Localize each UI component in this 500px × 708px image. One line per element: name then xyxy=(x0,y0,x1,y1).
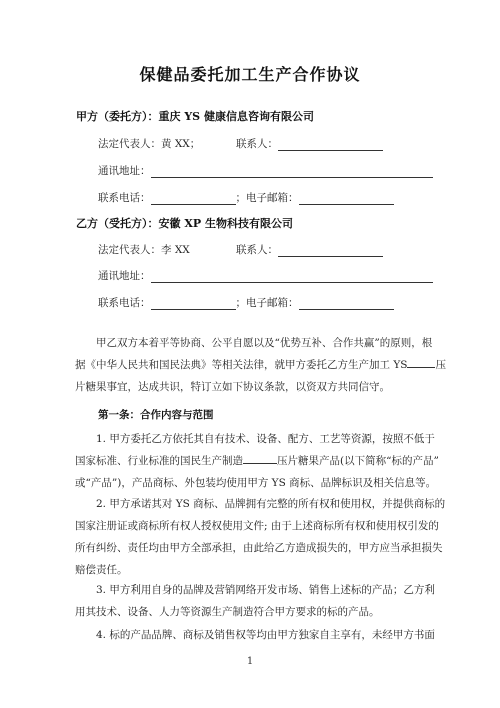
clause-1-line-2 xyxy=(75,450,439,472)
party-b-phone-blank xyxy=(151,298,236,310)
party-b-phone-row xyxy=(98,295,394,310)
product-name-blank-2 xyxy=(243,452,277,464)
clause-2-line-2: 国家注册证或商标所有权人授权使用文件; 由于上述商标所有权和使用权引发的 xyxy=(75,520,439,532)
party-b-email-label: ；电子邮箱： xyxy=(235,297,299,309)
document-title: 保健品委托加工生产合作协议 xyxy=(139,65,361,84)
product-name-blank-1 xyxy=(407,356,435,368)
clause-1-line-2b: 压片糖果产品(以下简称“标的产品” xyxy=(277,455,439,467)
party-b-email-blank xyxy=(299,298,394,310)
intro-line-2 xyxy=(75,354,446,376)
clause-4-line-1: 4. 标的产品品牌、商标及销售权等均由甲方独家自主享有，未经甲方书面 xyxy=(96,629,435,641)
clause-2-line-3: 所有纠纷、责任均由甲方全部承担，由此给乙方造成损失的，甲方应当承担损失 xyxy=(75,542,443,554)
party-a-contact-blank xyxy=(278,139,383,151)
intro-paragraph xyxy=(75,332,446,398)
party-b-contact-label: 联系人： xyxy=(236,244,278,256)
article-1-clause-1 xyxy=(75,428,439,494)
party-a-phone-blank xyxy=(151,193,236,205)
party-b-legal-rep-label: 法定代表人：李 XX xyxy=(98,244,190,256)
article-1-clause-2 xyxy=(75,493,446,581)
party-b-heading: 乙方（受托方）：安徽 XP 生物科技有限公司 xyxy=(76,217,293,230)
party-a-contact-row xyxy=(236,136,383,151)
intro-line-2a: 据《中华人民共和国民法典》等相关法律，就甲方委托乙方生产加工 YS xyxy=(75,359,408,371)
clause-3-line-2: 用其技术、设备、人力等资源生产制造符合甲方要求的标的产品。 xyxy=(75,606,380,618)
intro-line-1: 甲乙双方本着平等协商、公平自愿以及“优势互补、合作共赢”的原则，根 xyxy=(96,337,433,349)
party-a-email-blank xyxy=(299,193,394,205)
page-number: 1 xyxy=(246,656,254,667)
clause-1-line-2a: 国家标准、行业标准的国民生产制造 xyxy=(75,455,243,467)
article-1-clause-3 xyxy=(75,579,435,623)
clause-1-line-1: 1. 甲方委托乙方依托其自有技术、设备、配方、工艺等资源，按照不低于 xyxy=(96,433,435,445)
party-a-heading: 甲方（委托方）：重庆 YS 健康信息咨询有限公司 xyxy=(76,110,314,123)
article-1-clause-4 xyxy=(75,624,435,646)
party-a-address-row xyxy=(98,163,433,178)
party-b-address-row xyxy=(98,268,433,283)
party-a-legal-rep-label: 法定代表人：黄 XX； xyxy=(98,138,201,150)
party-a-address-blank xyxy=(151,166,433,178)
intro-line-2b: 压 xyxy=(435,359,446,371)
clause-2-line-1: 2. 甲方承诺其对 YS 商标、品牌拥有完整的所有权和使用权，并提供商标的 xyxy=(96,498,446,510)
party-a-contact-label: 联系人： xyxy=(236,138,278,150)
party-a-email-label: ；电子邮箱： xyxy=(235,192,299,204)
party-a-address-label: 通讯地址： xyxy=(98,165,151,177)
party-b-contact-blank xyxy=(278,245,383,257)
intro-line-3: 片糖果事宜，达成共识，特订立如下协议条款，以资双方共同信守。 xyxy=(75,381,390,393)
party-a-phone-row xyxy=(98,190,394,205)
party-b-address-blank xyxy=(151,271,433,283)
article-1-heading: 第一条：合作内容与范围 xyxy=(98,409,214,421)
party-b-contact-row xyxy=(236,242,383,257)
party-b-legal-rep-row xyxy=(98,242,190,257)
clause-3-line-1: 3. 甲方利用自身的品牌及营销网络开发市场、销售上述标的产品；乙方利 xyxy=(96,584,435,596)
clause-2-line-4: 赔偿责任。 xyxy=(75,564,128,576)
party-b-address-label: 通讯地址： xyxy=(98,270,151,282)
party-b-phone-label: 联系电话： xyxy=(98,297,151,309)
clause-1-line-3: 或“产品”)，产品商标、外包装均使用甲方 YS 商标、品牌标识及相关信息等。 xyxy=(75,477,437,489)
party-a-legal-rep-row xyxy=(98,136,200,151)
party-a-phone-label: 联系电话： xyxy=(98,192,151,204)
